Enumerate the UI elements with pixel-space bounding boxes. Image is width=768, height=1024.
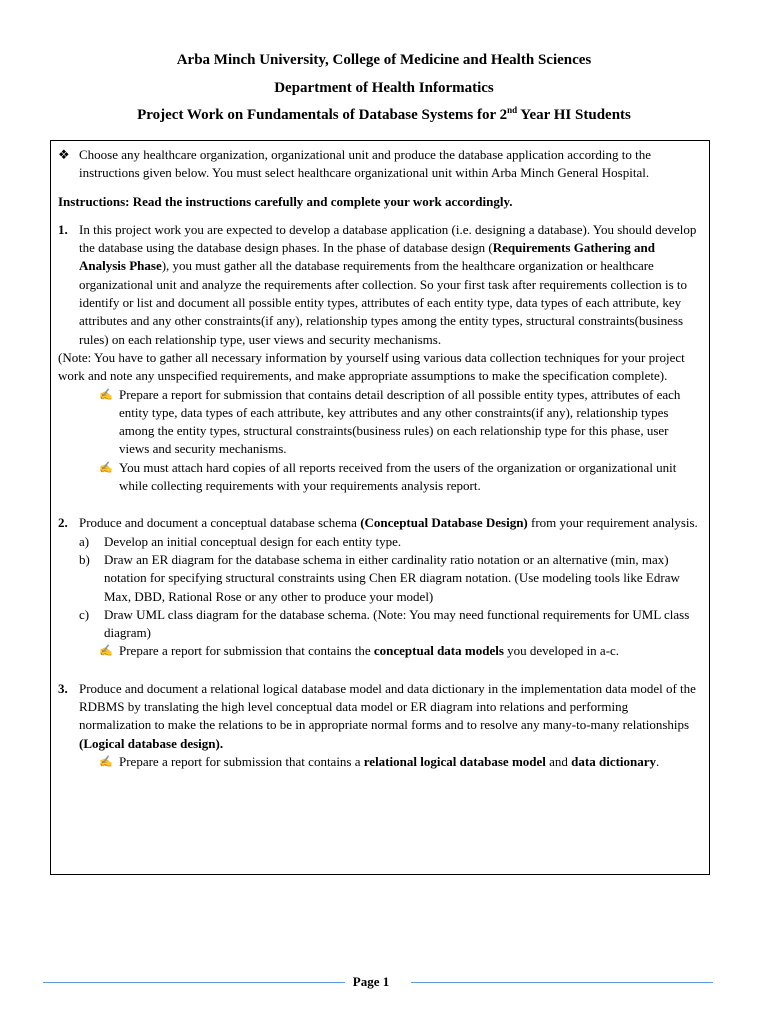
page-footer (43, 974, 713, 990)
item-1-bold: Requirements Gathering and Analysis Phase (79, 240, 655, 274)
footer-rule-left (43, 982, 345, 983)
item-2 (58, 514, 701, 532)
diamond-bullet-icon: ❖ (58, 147, 70, 162)
project-title-post: Year HI Students (517, 107, 631, 123)
writing-hand-icon: ✍ (99, 755, 113, 768)
writing-hand-icon: ✍ (99, 645, 113, 658)
instructions-box (50, 140, 710, 875)
item-3-bold: (Logical database design). (79, 735, 224, 751)
project-title-sup: nd (507, 105, 518, 115)
item-1-note: (Note: You have to gather all necessary information by yourself using various data collection techniques for your project work and note any unspecified requirements, and make appropriate assumptions to make the specification complete). (58, 349, 685, 384)
page-number: Page 1 (352, 973, 390, 989)
item-2-sub-c: c) Draw UML class diagram for the database schema. (Note: You may need functional requirements for UML class diagram) (79, 606, 690, 641)
writing-hand-icon: ✍ (99, 461, 113, 474)
item-1-text: In this project work you are expected to develop a database application (i.e. designing a database). You should develop the database using the database design phases. In the phase of database design (Requirements Gathering and Analysis Phase), you must gather all the database requirements from the healthcare organization or healthcare organizational unit and analyze the requirements after collection. So your first task after requirements collection is to identify or list and document all possible entity types, attributes of each entity type, data types of each attribute, key attributes and any other constraints(if any), relationship types among the entity types, structural constraints(business rules) on each relationship type, user views and security mechanisms. (79, 221, 697, 347)
writing-hand-icon: ✍ (99, 388, 113, 401)
item-3-bullet: ✍ Prepare a report for submission that contains a relational logical database model and data dictionary. (99, 753, 701, 771)
item-2-sub-a: a) Develop an initial conceptual design for each entity type. (79, 533, 402, 549)
item-2-text: Produce and document a conceptual database schema (Conceptual Database Design) from your requirement analysis. (79, 515, 698, 531)
item-1 (58, 221, 701, 349)
item-2-bullet: ✍ Prepare a report for submission that contains the conceptual data models you developed in a-c. (99, 642, 701, 660)
project-title (0, 102, 768, 130)
instructions-heading (58, 193, 701, 211)
footer-rule-right (411, 982, 713, 983)
department-title: Department of Health Informatics (274, 79, 494, 96)
document-header (0, 47, 768, 130)
item-3-text: Produce and document a relational logical database model and data dictionary in the implementation data model of the RDBMS by translating the high level conceptual data model or ER diagram into relations and performing normalization to make the relations to be in appropriate normal forms and to resolve any many-to-many relationships (Logical database design). (79, 680, 696, 751)
instructions-heading-text: Instructions: Read the instructions carefully and complete your work accordingly. (58, 193, 513, 209)
item-3-number: 3. (58, 680, 68, 696)
item-2-bold: (Conceptual Database Design) (360, 515, 528, 531)
item-3 (58, 680, 701, 753)
item-2-sub-b: b) Draw an ER diagram for the database schema in either cardinality ratio notation or an alternative (min, max) notation for specifying structural constraints using Chen ER diagram notation. (Use modeling tools like Edraw Max, DBD, Rational Rose or any other to produce your model) (79, 551, 680, 604)
item-1-bullet-2: ✍ You must attach hard copies of all reports received from the users of the organization or organizational unit while collecting requirements with your requirements analysis report. (99, 459, 701, 496)
item-1-number: 1. (58, 221, 68, 237)
item-2-number: 2. (58, 515, 68, 531)
item-1-bullet-1: ✍ Prepare a report for submission that contains detail description of all possible entity types, attributes of each entity type, data types of each attribute, key attributes and any other constraints(if any), relationship types among the entity types, structural constraints(business rules) on each relationship type for this phase, user views and security mechanisms. (99, 386, 701, 459)
intro-paragraph (58, 146, 701, 183)
intro-text: Choose any healthcare organization, organizational unit and produce the database application according to the instructions given below. You must select healthcare organizational unit within Arba Minch General Hospital. (79, 147, 652, 181)
project-title-pre: Project Work on Fundamentals of Database Systems for 2 (137, 107, 508, 123)
university-title: Arba Minch University, College of Medicine and Health Sciences (176, 52, 592, 68)
